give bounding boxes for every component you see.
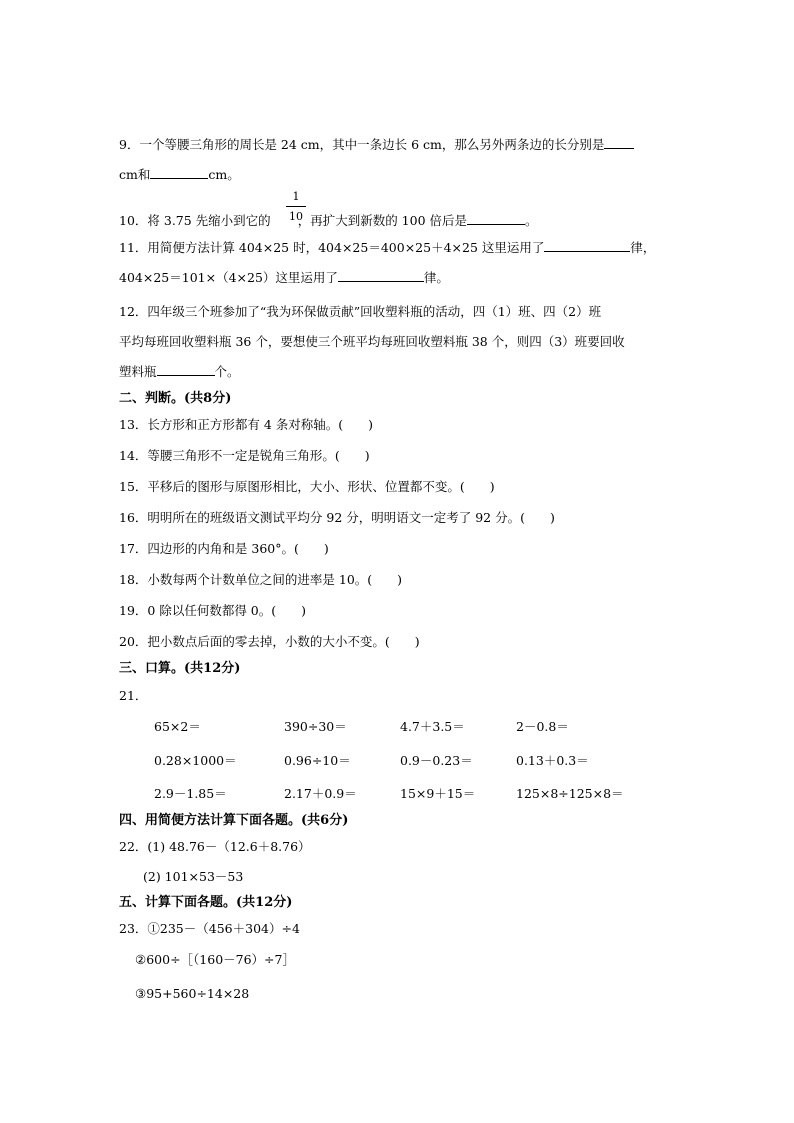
judge-item: 19．0 除以任何数都得 0。( ) bbox=[119, 603, 307, 618]
oral-calc-cell: 0.28×1000＝ bbox=[154, 753, 237, 768]
judge-item: 16．明明所在的班级语文测试平均分 92 分，明明语文一定考了 92 分。( ) bbox=[119, 510, 555, 525]
oral-calc-cell: 65×2＝ bbox=[154, 719, 201, 734]
q12-line2: 平均每班回收塑料瓶 36 个，要想使三个班平均每班回收塑料瓶 38 个，则四（3）班要回收 bbox=[119, 334, 625, 349]
fraction-bar bbox=[286, 206, 306, 207]
section4-heading: 四、用简便方法计算下面各题。(共6分) bbox=[119, 813, 349, 828]
q10-line: 10．将 3.75 先缩小到它的 ，再扩大到新数的 100 倍后是 。 bbox=[119, 213, 538, 228]
q22-part1: 22．(1) 48.76－（12.6＋8.76） bbox=[119, 839, 311, 854]
q12-blank[interactable] bbox=[157, 364, 215, 376]
q22-part2: (2) 101×53－53 bbox=[143, 869, 244, 884]
q12-line3: 塑料瓶 个。 bbox=[119, 364, 240, 379]
q10-blank[interactable] bbox=[467, 213, 525, 225]
oral-calc-cell: 2.17＋0.9＝ bbox=[284, 786, 357, 801]
q23-part3: ③95+560÷14×28 bbox=[135, 986, 250, 1001]
oral-calc-cell: 15×9＋15＝ bbox=[400, 786, 476, 801]
judge-item: 13．长方形和正方形都有 4 条对称轴。( ) bbox=[119, 417, 374, 432]
oral-calc-cell: 0.9－0.23＝ bbox=[400, 753, 473, 768]
judge-item: 20．把小数点后面的零去掉，小数的大小不变。( ) bbox=[119, 634, 420, 649]
oral-calc-cell: 0.96÷10＝ bbox=[284, 753, 351, 768]
q11-blank-2[interactable] bbox=[338, 270, 424, 282]
fraction-denominator: 10 bbox=[289, 210, 303, 223]
q21-number: 21． bbox=[119, 688, 148, 703]
judge-item: 18．小数每两个计数单位之间的进率是 10。( ) bbox=[119, 572, 403, 587]
section5-heading: 五、计算下面各题。(共12分) bbox=[119, 895, 293, 910]
oral-calc-cell: 2－0.8＝ bbox=[516, 719, 569, 734]
judge-item: 14．等腰三角形不一定是锐角三角形。( ) bbox=[119, 448, 370, 463]
q9-blank-2[interactable] bbox=[150, 167, 208, 179]
fraction-numerator: 1 bbox=[292, 190, 300, 203]
judge-item: 15．平移后的图形与原图形相比，大小、形状、位置都不变。( ) bbox=[119, 479, 495, 494]
q12-line1: 12．四年级三个班参加了“我为环保做贡献”回收塑料瓶的活动，四（1）班、四（2）班 bbox=[119, 304, 602, 319]
oral-calc-cell: 2.9－1.85＝ bbox=[154, 786, 227, 801]
q9-line2: cm和 cm。 bbox=[119, 167, 240, 182]
judge-item: 17．四边形的内角和是 360°。( ) bbox=[119, 541, 329, 556]
q23-part1: 23．①235－（456＋304）÷4 bbox=[119, 921, 300, 936]
q9-line1: 9．一个等腰三角形的周长是 24 cm，其中一条边长 6 cm，那么另外两条边的长分别是 bbox=[119, 137, 634, 153]
section2-heading: 二、判断。(共8分) bbox=[119, 391, 232, 406]
q11-line2: 404×25＝101×（4×25）这里运用了 律。 bbox=[119, 270, 449, 285]
section3-heading: 三、口算。(共12分) bbox=[119, 661, 241, 676]
oral-calc-cell: 4.7＋3.5＝ bbox=[400, 719, 465, 734]
oral-calc-cell: 125×8÷125×8＝ bbox=[516, 786, 624, 801]
oral-calc-cell: 0.13＋0.3＝ bbox=[516, 753, 589, 768]
q23-part2: ②600÷［（160－76）÷7］ bbox=[135, 952, 295, 967]
q11-line1: 11．用简便方法计算 404×25 时，404×25＝400×25＋4×25 这里运用了 律， bbox=[119, 240, 656, 255]
oral-calc-cell: 390÷30＝ bbox=[284, 719, 347, 734]
q11-blank-1[interactable] bbox=[544, 240, 630, 252]
q9-blank-1[interactable] bbox=[604, 137, 634, 149]
